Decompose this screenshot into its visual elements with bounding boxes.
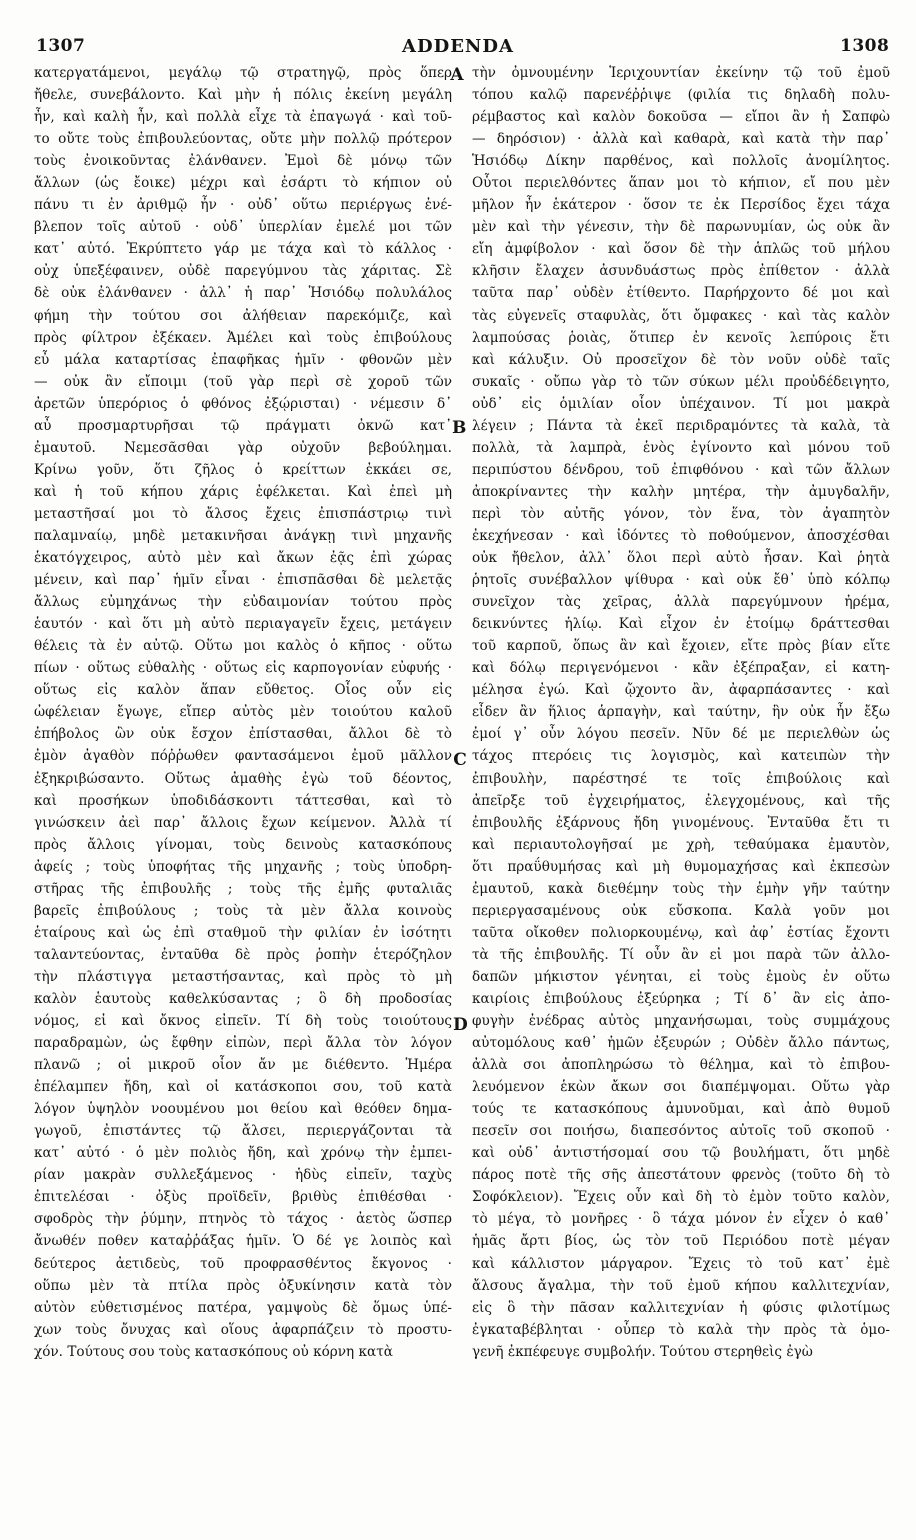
text-line: ἡμᾶς ἄρτι βίος, ὡς τὸν τοῦ Περιόδου ποτὲ μέγαν (472, 1233, 890, 1250)
text-line: ἤθελε, συνεβάλοντο. Καὶ μὴν ἡ πόλις ἐκείνη μεγάλη (34, 87, 452, 104)
text-line: δεύτερος ἀετιδεὺς, τοῦ προφρασθέντος ἔκγονος · (34, 1255, 452, 1272)
text-line: συνεῖχον τὰς χεῖρας, ἀλλὰ παρεγύμνουν ἠρέμα, (472, 594, 890, 611)
running-title: ADDENDA (402, 36, 514, 57)
text-line: ἑκατόγχειρος, αὐτὸ μὲν καὶ ἄκων ἐᾷς ἐπὶ χώρας (34, 550, 452, 567)
text-line: πρὸς ἄλλοις γίνομαι, τοὺς δεινοὺς κατασκόπους (34, 836, 452, 853)
text-line: ἄλλων (ὡς ἔοικε) μέχρι καὶ ἐσάρτι τὸ κήπιον οὐ (34, 175, 452, 192)
text-line: ἐπιβουλῆς ἐξάρνους ἤδη γινομένους. Ἐνταῦθα ἔτι τι (472, 814, 890, 831)
text-line: εἶδεν ἂν ἥλιος ἁρπαγὴν, καὶ ταύτην, ἣν οὐκ ἦν ἔξω (472, 704, 890, 721)
text-line: Ἡσιόδῳ Δίκην παρθένος, καὶ πολλοῖς ἀνομίλητος. (472, 153, 890, 170)
left-text-column (34, 62, 452, 1363)
text-line: ρέμβαστος καὶ καλὸν δοκοῦσα — εἴποι ἂν ἡ Σαπφὼ (472, 109, 890, 126)
text-line: κατ᾿ αὐτό. Ἐκρύπτετο γάρ με τάχα καὶ τὸ κάλλος · (34, 241, 452, 258)
text-line: δαπῶν μήκιστον γένηται, εἰ τοὺς ἐμοὺς ἐν οὕτω (472, 968, 890, 985)
text-line: τοὺς ἐνοικοῦντας ἐλάνθανεν. Ἐμοὶ δὲ μόνῳ τῶν (34, 153, 452, 170)
page-number-left: 1307 (36, 36, 86, 56)
text-line: ἐμαυτοῦ, κακὰ διεθέμην τοὺς τὴν ἐμὴν γῆν ταύτην (472, 880, 890, 897)
text-line: ἑαυτόν · καὶ ὅτι μὴ αὐτὸ περιαγαγεῖν ἔχεις, μετάγειν (34, 616, 452, 633)
text-line: καιρίοις ἐπιβούλους ἐξεύρηκα ; Τί δ᾿ ἂν εἰς ἀπο- (472, 990, 890, 1007)
text-line: Οὗτοι περιελθόντες ἅπαν μοι τὸ κήπιον, εἴ που μὲν (472, 175, 890, 192)
text-line: ὠφέλειαν ἔγωγε, εἴπερ αὐτὸς μὲν τοιούτου καλοῦ (34, 704, 452, 721)
text-line: αὖ προσμαρτυρῆσαι τῷ πράγματι ὀκνῶ κατ᾿ (34, 417, 452, 434)
text-line: καὶ ἡ τοῦ κήπου χάρις ἐφέλκεται. Καὶ ἐπεὶ μὴ (34, 483, 452, 500)
text-line: — δηρόσιον) · ἀλλὰ καὶ καθαρὰ, καὶ κατὰ τὴν παρ᾿ (472, 131, 890, 148)
text-line: γωγοῦ, ἐπιστάντες τῷ ἄλσει, περιεργάζονται τὰ (34, 1123, 452, 1140)
text-line: οὐχ ὑπεξέφαινεν, οὐδὲ παρεγύμνου τὰς χάριτας. Σὲ (34, 263, 452, 280)
text-line: ἄλσους ἄγαλμα, τὴν τοῦ ἐμοῦ κήπου καλλιτεχνίαν, (472, 1277, 890, 1294)
text-line: τὰ τῆς ἐπιβουλῆς. Τί οὖν ἂν εἰ μοι παρὰ τῶν ἀλλο- (472, 946, 890, 963)
text-line: εὖ μάλα καταρτίσας ἐπαφῆκας ἡμῖν · φθονῶν μὲν (34, 351, 452, 368)
text-line: συκαῖς · οὔπω γὰρ τὸ τῶν σύκων μέλι προὐδέδειγητο, (472, 373, 890, 390)
text-line: ἐκεχήνεσαν · καὶ ἰδόντες τὸ ποθούμενον, ἀποσχέσθαι (472, 527, 890, 544)
text-line: ἀφείς ; τοὺς ὑποφήτας τῆς μηχανῆς ; τοὺς ὑποδρη- (34, 858, 452, 875)
text-line: λαμπούσας ῥοιὰς, ὅτιπερ ἐν κενοῖς λεπύροις ἔτι (472, 329, 890, 346)
text-line: καὶ κάλλιστον μάργαρον. Ἔχεις τὸ τοῦ κατ᾿ ἐμὲ (472, 1255, 890, 1272)
text-line: παραδραμὼν, ὡς ἔφθην εἰπὼν, περὶ ἄλλα τὸν λόγον (34, 1035, 452, 1052)
text-line: καλὸν ἑαυτοὺς καθελκύσαντας ; ὃ δὴ προδοσίας (34, 990, 452, 1007)
page-number-right: 1308 (840, 36, 890, 56)
text-line: τάχος πτερόεις τις λογισμὸς, καὶ κατειπὼν τὴν (472, 748, 890, 765)
text-line: μὲν καὶ τὴν γένεσιν, τὴν δὲ παρωνυμίαν, ὡς οὐκ ἂν (472, 219, 890, 236)
text-line: οὕτως εἰς καλὸν ἅπαν εὔθετος. Οἷος οὖν εἰς (34, 682, 452, 699)
text-line: περὶ τὸν αὐτῆς γόνον, τὸν ἕνα, τὸν ἀγαπητὸν (472, 505, 890, 522)
text-line: πάρος ποτὲ τῆς σῆς ἀπεστάτουν φρενὸς (τοῦτο δὴ τὸ (472, 1167, 890, 1184)
text-line: σφοδρὸς τὴν ῥύμην, πτηνὸς τὸ τάχος · ἀετὸς ὥσπερ (34, 1211, 452, 1228)
text-line: κλῆσιν ἔλαχεν ἀσυνδυάστως πρὸς ἐπίθετον · ἀλλὰ (472, 263, 890, 280)
text-line: νόμος, εἰ καὶ ὄκνος εἰπεῖν. Τί δὴ τοὺς τοιούτους (34, 1013, 452, 1030)
text-line: ἐπήβολος ὢν οὐκ ἔσχον ἐπίστασθαι, ἄλλοι δὲ τὸ (34, 726, 452, 743)
text-line: μῆλον ἦν ἑκάτερον · ὅσον τε ἐκ Περσίδος ἔχει τάχα (472, 197, 890, 214)
text-line: ρίαν μακρὰν συλλεξάμενος · ἡδὺς εἰπεῖν, ταχὺς (34, 1167, 452, 1184)
text-line: — οὐκ ἂν εἴποιμι (τοῦ γὰρ περὶ σὲ χοροῦ τῶν (34, 373, 452, 390)
text-line: τοῦ καρποῦ, ὅπως ἂν καὶ ἔχοιεν, εἴτε πρὸς βίαν εἴτε (472, 638, 890, 655)
text-line: χόν. Τούτους σου τοὺς κατασκόπους οὐ κόρνη κατὰ (34, 1343, 393, 1360)
text-line: πολλὰ, τὰ λαμπρὰ, ἑνὸς ἐγίνοντο καὶ μόνου τοῦ (472, 439, 890, 456)
text-line: λευόμενον ἑκὼν ἄκων σοι διαπέμψομαι. Οὕτω γὰρ (472, 1079, 890, 1096)
text-line: καὶ προσήκων ὑποδιδάσκοντι τάττεσθαι, καὶ τὸ (34, 792, 452, 809)
text-line: ἀποκρίναντες τὴν καλὴν μητέρα, τὴν ἀμυγδαλῆν, (472, 483, 890, 500)
text-line: οὕπω μὲν τὰ πτίλα πρὸς ὀξυκίνησιν κατὰ τὸν (34, 1277, 452, 1294)
text-line: ἐπιβουλὴν, παρέστησέ τε τοῖς ἐπιβούλοις καὶ (472, 770, 890, 787)
text-line: πίων · οὕτως εὐθαλὴς · οὕτως εἰς καρπογονίαν εὐφυής · (34, 660, 452, 677)
text-line: λέγειν ; Πάντα τὰ ἐκεῖ περιδραμόντες τὰ καλὰ, τὰ (472, 417, 890, 434)
text-line: εἰς ὃ τὴν πᾶσαν καλλιτεχνίαν ἡ φύσις φιλοτίμως (472, 1299, 890, 1316)
text-line: πρὸς φίλτρον ἐξέκαεν. Ἀμέλει καὶ τοὺς ἐπιβούλους (34, 329, 452, 346)
text-line: χων τοὺς ὄνυχας καὶ οἵους ἁφαρπάζειν τὸ προστυ- (34, 1321, 452, 1338)
section-marker-b: B (452, 418, 467, 438)
text-line: περιπύστου δένδρου, τοῦ ἐπιφθόνου · καὶ τῶν ἄλλων (472, 461, 890, 478)
text-line: το οὔτε τοὺς ἐπιβουλεύοντας, οὔτε μὴν πολλῷ πρότερον (34, 131, 452, 148)
text-line: δὲ οὐκ ἐλάνθανεν · ἀλλ᾿ ἡ παρ᾿ Ἡσιόδῳ πολυλάλος (34, 285, 452, 302)
text-line: ἐπιτελέσαι · ὀξὺς προϊδεῖν, βριθὺς ἐπιθέσθαι · (34, 1189, 452, 1206)
text-line: φυγὴν ἐνέδρας αὐτὸς μηχανήσωμαι, τοὺς συμμάχους (472, 1013, 890, 1030)
text-line: ἑταίρους καὶ ὡς ἐπὶ σταθμοῦ τὴν φιλίαν ἐν ἰσότητι (34, 924, 452, 941)
text-line: τὴν πλάστιγγα μεταστήσαντας, καὶ πρὸς τὸ μὴ (34, 968, 452, 985)
text-line: ἐμοί γ᾿ οὖν λόγου πεσεῖν. Νῦν δέ με περιελθὼν ὡς (472, 726, 890, 743)
text-line: φήμη τὴν τούτου σοι ἀλήθειαν παρεκόμιζε, καὶ (34, 307, 452, 324)
text-line: τόπου καλῷ παρενέῤῥιψε (φιλία τις δηλαδὴ πολυ- (472, 87, 890, 104)
text-line: τὰς εὐγενεῖς σταφυλὰς, ὅτι ὄμφακες · καὶ τὰς καλὸν (472, 307, 890, 324)
text-line: ἐπέλαμπεν ἤδη, καὶ οἱ κατάσκοποι σου, τοῦ κατὰ (34, 1079, 452, 1096)
text-line: Σοφόκλειον). Ἔχεις οὖν καὶ δὴ τὸ ἐμὸν τοῦτο καλὸν, (472, 1189, 890, 1206)
text-line: ἐμαυτοῦ. Νεμεσᾶσθαι γὰρ οὐχοῦν βεβούλημαι. (34, 439, 452, 456)
text-line: λόγον ὑψηλὸν νοουμένου μοι θείου καὶ θεόθεν δημα- (34, 1101, 452, 1118)
text-line: θέλεις τὰ ἐν αὐτῷ. Οὕτω μοι καλὸς ὁ κῆπος · οὕτω (34, 638, 452, 655)
text-line: ἐξηκριβώσαντο. Οὕτως ἀμαθὴς ἐγὼ τοῦ δέοντος, (34, 770, 452, 787)
text-line: δεικνύντες ἡλίῳ. Καὶ εἶχον ἐν ἑτοίμῳ δράττεσθαι (472, 616, 890, 633)
text-line: ἐγκαταβέβληται · οὗπερ τὸ καλὰ τὴν πρὸς τὰ ὁμο- (472, 1321, 890, 1338)
text-line: κατεργατάμενοι, μεγάλῳ τῷ στρατηγῷ, πρὸς ὅπερ (34, 65, 452, 81)
text-line: ῥητοῖς συνέβαλλον ψίθυρα · καὶ οὐκ ἔθ᾿ ὑπὸ κόλπῳ (472, 572, 890, 589)
text-line: καὶ κάλυξιν. Οὐ προσεῖχον δὲ τὸν νοῦν οὐδὲ ταῖς (472, 351, 890, 368)
text-line: οὐδ᾿ εἰς ὁμιλίαν οἷον ὑπέχαινον. Τί μοι μακρὰ (472, 395, 890, 412)
text-line: στῆρας τῆς ἐπιβουλῆς ; τοὺς τῆς ἐμῆς φυταλιᾶς (34, 880, 452, 897)
text-line: οὐκ ἤθελον, ἀλλ᾿ ὅλοι περὶ αὐτὸ ἦσαν. Καὶ ῥητὰ (472, 550, 890, 567)
text-line: πεσεῖν σοι ποιήσω, διαπεσόντος αὐτοῖς τοῦ σκοποῦ · (472, 1123, 890, 1140)
text-line: ἀρετῶν ὑπερόριος ὁ φθόνος ἐξῴρισται) · νέμεσιν δ᾿ (34, 395, 452, 412)
text-line: ταῦτα παρ᾿ οὐδὲν ἐτίθεντο. Παρήρχοντο δέ μοι καὶ (472, 285, 890, 302)
text-line: κατ᾿ αὐτό · ὁ μὲν πολιὸς ἤδη, καὶ χρόνῳ τὴν ἐμπει- (34, 1145, 452, 1162)
text-line: γενῆ ἐκπέφευγε συμβολήν. Τούτου στερηθεὶς ἐγὼ (472, 1343, 813, 1360)
text-line: ἦν, καὶ καλὴ ἦν, καὶ πολλὰ εἶχε τὰ ἐπαγωγά · καὶ τοῦ- (34, 109, 452, 126)
text-line: γινώσκειν ἀεὶ παρ᾿ ἄλλοις ἔχων κείμενον. Ἀλλὰ τί (34, 814, 452, 831)
text-line: τὴν ὀμνουμένην Ἱεριχουντίαν ἐκείνην τῷ τοῦ ἐμοῦ (472, 65, 890, 81)
text-line: ἀπεῖρξε τοῦ ἐγχειρήματος, ἐλεγχομένους, καὶ τῆς (472, 792, 890, 809)
text-line: παλαμναίῳ, μηδὲ μετακινῆσαι ἀνάγκῃ τινὶ μηχανῆς (34, 527, 452, 544)
text-line: αὐτὸν εὐθετισμένος πατέρα, γαμψοὺς δὲ ὅμως ὑπέ- (34, 1299, 452, 1316)
text-line: καὶ περιαυτολογῆσαί με χρὴ, τεθαύμακα ἐμαυτὸν, (472, 836, 890, 853)
text-line: ἐμὸν ἀγαθὸν πόῤῥωθεν φαντασάμενοι ἐμοῦ μᾶλλον (34, 748, 452, 765)
text-line: μεταστῆσαί μοι τὸ ἄλσος ἔχεις ἐπισπάστριῳ τινὶ (34, 505, 452, 522)
text-line: εἴη ἀμφίβολον · καὶ ὅσον δὲ τὴν ἁπλῶς τοῦ μήλου (472, 241, 890, 258)
section-marker-a: A (450, 65, 464, 85)
text-line: τὸ μέγα, τὸ μονῆρες · ὃ τάχα μόνον ἐν εἶχεν ὁ καθ᾿ (472, 1211, 890, 1228)
text-line: βαρεῖς ἐπιβούλους ; τοὺς τὰ μὲν ἄλλα κοινοὺς (34, 902, 452, 919)
text-line: αὐτομόλους καθ᾿ ἡμῶν ἐξευρών ; Οὐδὲν ἄλλο πάντως, (472, 1035, 890, 1052)
text-line: ταῦτα οἴκοθεν πολιορκουμένῳ, καὶ ἀφ᾿ ἑστίας ἔχοντι (472, 924, 890, 941)
text-line: Κρίνω γοῦν, ὅτι ζῆλος ὁ κρείττων ἐκκάει σε, (34, 461, 452, 478)
text-line: περιεργασαμένους οὐκ εὔσκοπα. Καλὰ γοῦν μοι (472, 902, 890, 919)
text-line: καὶ δόλῳ περιγενόμενοι · κἂν ἐξέπραξαν, εἰ κατη- (472, 660, 890, 677)
text-line: μέλησα ἐγώ. Καὶ ᾤχοντο ἂν, ἀφαρπάσαντες · καὶ (472, 682, 890, 699)
text-line: τούς τε κατασκόπους ἀμυνοῦμαι, καὶ ἀπὸ θυμοῦ (472, 1101, 890, 1118)
section-marker-d: D (453, 1015, 468, 1035)
text-line: ταλαντεύοντας, ἐνταῦθα δὲ πρὸς ῥοπὴν ἑτερόζηλον (34, 946, 452, 963)
text-line: πλανῶ ; οἱ μικροῦ οἷον ἄν με διέθεντο. Ἡμέρα (34, 1057, 452, 1074)
text-line: ἄνωθέν ποθεν καταῤῥάξας ἡμῖν. Ὁ δέ γε λοιπὸς καὶ (34, 1233, 452, 1250)
text-line: πάνυ τι ἐν ἀριθμῷ ἦν · οὐδ᾿ οὕτω περιέργως ἐνέ- (34, 197, 452, 214)
text-line: βλεπον τοῖς αὐτοῦ · οὐδ᾿ ὑπερλίαν ἐμελέ μοι τῶν (34, 219, 452, 236)
text-line: ὅτι πραΰθυμήσας καὶ μὴ θυμομαχήσας καὶ ἐκπεσὼν (472, 858, 890, 875)
text-line: ἀλλὰ σοι ἀποπληρώσω τὸ θέλημα, καὶ τὸ ἐπιβου- (472, 1057, 890, 1074)
text-line: καὶ οὐδ᾿ ἀντιστήσομαί σου τῷ βουλήματι, ὅτι μηδὲ (472, 1145, 890, 1162)
section-marker-c: C (453, 750, 467, 770)
right-text-column (472, 62, 890, 1363)
text-line: μένειν, καὶ παρ᾿ ἡμῖν εἶναι · ἐπισπᾶσθαι δὲ μελετᾷς (34, 572, 452, 589)
text-line: ἄλλως εὐμηχάνως τὴν εὐδαιμονίαν τούτου πρὸς (34, 594, 452, 611)
